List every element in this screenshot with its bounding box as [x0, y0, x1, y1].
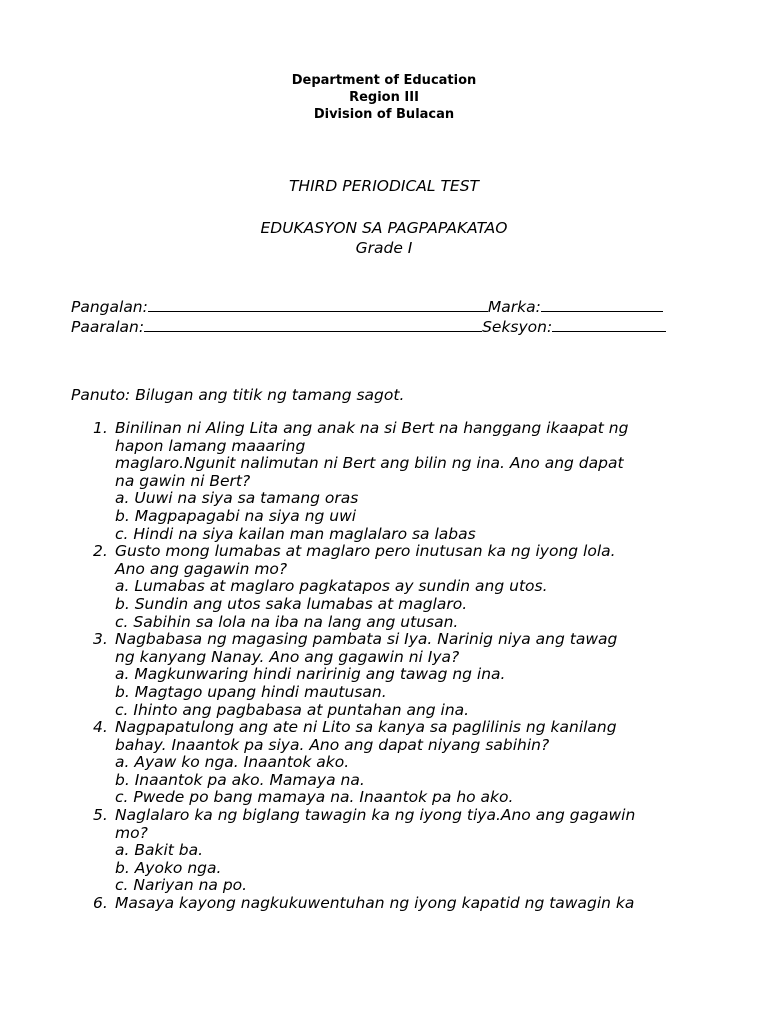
question-text-line: Nagpapatulong ang ate ni Lito sa kanya sa paglilinis ng kanilang — [115, 718, 617, 737]
header-division: Division of Bulacan — [313, 107, 455, 122]
score-label: Marka: — [487, 298, 541, 316]
answer-choice[interactable]: b. Ayoko nga. — [115, 858, 222, 877]
question-body — [115, 719, 713, 807]
question-text-line: mo? — [115, 823, 148, 842]
answer-choice[interactable]: c. Sabihin sa lola na iba na lang ang utusan. — [115, 612, 459, 631]
question-text-line: Gusto mong lumabas at maglaro pero inutusan ka ng iyong lola. — [115, 542, 616, 561]
question-number: 4. — [93, 718, 108, 737]
question-item — [93, 719, 713, 807]
answer-choice[interactable]: a. Lumabas at maglaro pagkatapos ay sundin ang utos. — [115, 577, 548, 596]
question-body — [115, 420, 713, 543]
school-row — [71, 317, 666, 337]
section-blank[interactable] — [552, 317, 666, 332]
header-region: Region III — [349, 90, 419, 105]
name-row — [71, 297, 666, 317]
document-header — [0, 72, 768, 123]
question-text-line: bahay. Inaantok pa siya. Ano ang dapat niyang sabihin? — [115, 735, 550, 754]
question-text-line: maglaro.Ngunit nalimutan ni Bert ang bilin ng ina. Ano ang dapat — [115, 454, 624, 473]
question-item — [93, 420, 713, 543]
name-label: Pangalan: — [71, 298, 148, 316]
question-number: 3. — [93, 630, 108, 649]
answer-choice[interactable]: a. Uuwi na siya sa tamang oras — [115, 489, 359, 508]
instructions: Panuto: Bilugan ang titik ng tamang sagot. — [71, 386, 405, 404]
question-number: 5. — [93, 806, 108, 825]
question-number: 1. — [93, 419, 108, 437]
answer-choice[interactable]: c. Hindi na siya kailan man maglalaro sa labas — [115, 524, 476, 543]
question-text-line: ng kanyang Nanay. Ano ang gagawin ni Iya? — [115, 647, 460, 666]
answer-choice[interactable]: a. Bakit ba. — [115, 841, 204, 860]
answer-choice[interactable]: b. Magpapagabi na siya ng uwi — [115, 506, 357, 525]
answer-choice[interactable]: b. Sundin ang utos saka lumabas at maglaro. — [115, 594, 468, 613]
answer-choice[interactable]: b. Inaantok pa ako. Mamaya na. — [115, 770, 365, 789]
school-blank[interactable] — [144, 317, 482, 332]
question-text-line: Ano ang gagawin mo? — [115, 559, 288, 578]
question-text-line: Nagbabasa ng magasing pambata si Iya. Narinig niya ang tawag — [115, 630, 618, 649]
header-department: Department of Education — [291, 73, 477, 88]
question-body — [115, 631, 713, 719]
test-title: THIRD PERIODICAL TEST — [288, 177, 480, 195]
score-blank[interactable] — [541, 297, 663, 312]
name-blank[interactable] — [148, 297, 488, 312]
question-text-line: na gawin ni Bert? — [115, 471, 251, 490]
subject-title: EDUKASYON SA PAGPAPAKATAO — [260, 219, 508, 237]
grade-level: Grade I — [355, 239, 413, 257]
question-item — [93, 631, 713, 719]
question-text-line: hapon lamang maaaring — [115, 436, 306, 455]
question-number: 6. — [93, 894, 108, 913]
student-info-fields — [71, 297, 666, 337]
answer-choice[interactable]: a. Ayaw ko nga. Inaantok ako. — [115, 753, 350, 772]
question-item — [93, 807, 713, 895]
school-label: Paaralan: — [71, 318, 145, 336]
question-item — [93, 895, 713, 913]
question-text-line: Masaya kayong nagkukuwentuhan ng iyong kapatid ng tawagin ka — [115, 894, 635, 913]
question-item — [93, 543, 713, 631]
question-body — [115, 543, 713, 631]
answer-choice[interactable]: c. Pwede po bang mamaya na. Inaantok pa ho ako. — [115, 788, 514, 807]
question-text-line: Naglalaro ka ng biglang tawagin ka ng iyong tiya.Ano ang gagawin — [115, 806, 636, 825]
question-text-line: Binilinan ni Aling Lita ang anak na si Bert na hanggang ikaapat ng — [115, 419, 629, 437]
section-label: Seksyon: — [482, 318, 553, 336]
question-body — [115, 895, 713, 913]
answer-choice[interactable]: c. Nariyan na po. — [115, 876, 248, 895]
question-list — [93, 420, 713, 913]
question-body — [115, 807, 713, 895]
answer-choice[interactable]: b. Magtago upang hindi mautusan. — [115, 682, 387, 701]
subject-block — [0, 218, 768, 258]
question-number: 2. — [93, 542, 108, 561]
answer-choice[interactable]: a. Magkunwaring hindi naririnig ang tawag ng ina. — [115, 665, 506, 684]
answer-choice[interactable]: c. Ihinto ang pagbabasa at puntahan ang ina. — [115, 700, 470, 719]
